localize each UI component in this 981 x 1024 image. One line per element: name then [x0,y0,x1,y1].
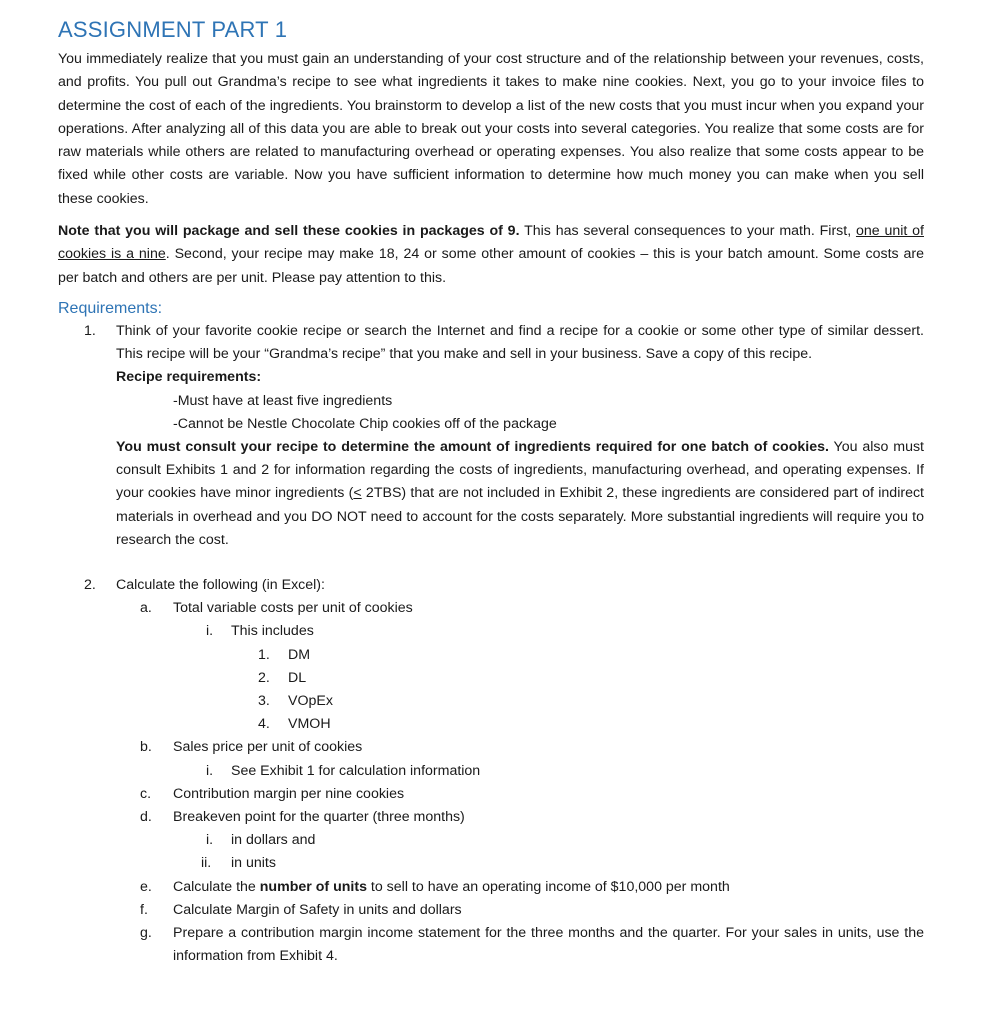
item-g [58,922,924,968]
item-d-text: Breakeven point for the quarter (three months) [173,809,465,826]
item-a-i-3 [58,690,924,713]
note-bold: Note that you will package and sell these cookies in packages of 9. [58,223,520,240]
item-b-i-marker: i. [206,762,214,779]
item-a-i-4-text: VMOH [288,716,331,733]
intro-paragraph: You immediately realize that you must gain an understanding of your cost structure and of the relationship between your revenues, costs, and profits. You pull out Grandma’s recipe to see what ingredients it takes to make nine cookies. Next, you go to your invoice files to determine the cost of each of the ingredients. You brainstorm to develop a list of the new costs that you must incur when you expand your operations. After analyzing all of this data you are able to break out your costs into several categories. You realize that some costs are for raw materials while others are related to manufacturing overhead or operating expenses. You also realize that some costs appear to be fixed while other costs are variable. Now you have sufficient information to determine how much money you can make when you sell these cookies. [58,51,924,207]
item-a-i-4-marker: 4. [258,716,270,733]
item-d-marker: d. [140,809,152,826]
note-text-1: This has several consequences to your math. First, [519,223,856,240]
item-a-i [58,620,924,643]
note-text-2: . Second, your recipe may make 18, 24 or some other amount of cookies – this is your batch amount. Some costs are per batch and others are per unit. Please pay attention to this. [58,246,925,286]
consult-text-2: 2TBS) that are not included in Exhibit 2, these ingredients are considered part of indirect materials in overhead and you DO NOT need to account for the costs separately. More substantial ingredients will require you to research the cost. [116,485,924,548]
item-a-i-3-text: VOpEx [288,693,333,710]
requirement-1-number: 1. [84,322,96,339]
item-a-i-1 [58,644,924,667]
page-title: ASSIGNMENT PART 1 [58,17,288,42]
item-b [58,736,924,759]
item-a-i-2 [58,667,924,690]
item-c [58,783,924,806]
item-b-i [58,760,924,783]
item-b-marker: b. [140,739,152,756]
consult-underlined: < [353,485,362,502]
consult-text-1: You also must consult Exhibits 1 and 2 for information regarding the costs of ingredients, manufacturing overhead, and operating expenses. If your cookies have minor ingredients ( [116,438,925,502]
item-a [58,597,924,620]
item-a-i-1-text: DM [288,646,311,663]
item-a-i-2-text: DL [288,669,307,686]
item-d-ii-marker: ii. [201,855,212,872]
item-f [58,899,924,922]
item-a-i-marker: i. [206,623,214,640]
item-a-i-4 [58,713,924,736]
consult-bold: You must consult your recipe to determine the amount of ingredients required for one batch of cookies. [116,438,829,455]
requirement-2-number: 2. [84,577,96,593]
item-a-i-2-marker: 2. [258,669,270,686]
item-g-text: Prepare a contribution margin income statement for the three months and the quarter. For your sales in units, use the information from Exhibit 4. [173,925,924,965]
recipe-requirement-2: -Cannot be Nestle Chocolate Chip cookies off of the package [173,415,557,432]
requirements-heading: Requirements: [58,299,163,317]
item-d-ii-text: in units [231,855,276,872]
item-d-i-marker: i. [206,832,214,849]
requirement-1-text: Think of your favorite cookie recipe or search the Internet and find a recipe for a cookie or some other type of similar dessert. This recipe will be your “Grandma’s recipe” that you make and sell in your business. Save a copy of this recipe. [116,322,924,363]
recipe-requirement-1: -Must have at least five ingredients [173,392,393,409]
requirement-1 [58,320,924,552]
item-c-marker: c. [140,785,152,802]
item-d-ii [58,852,924,875]
document-page [58,16,924,968]
note-underlined: one unit of cookies is a nine [58,223,924,263]
item-f-marker: f. [140,901,148,918]
requirements-section [58,298,924,968]
item-e [58,876,924,899]
item-a-i-3-marker: 3. [258,693,270,710]
item-a-marker: a. [140,600,152,617]
item-g-marker: g. [140,925,152,942]
item-a-text: Total variable costs per unit of cookies [173,600,413,617]
item-a-i-text: This includes [231,623,314,640]
recipe-requirements-label: Recipe requirements: [116,369,262,386]
item-b-text: Sales price per unit of cookies [173,739,363,756]
item-d [58,806,924,829]
consult-paragraph [116,436,924,552]
note-paragraph [58,220,924,290]
item-d-i [58,829,924,852]
item-c-text: Contribution margin per nine cookies [173,785,405,802]
item-f-text: Calculate Margin of Safety in units and dollars [173,901,462,918]
item-b-i-text: See Exhibit 1 for calculation information [231,762,481,779]
item-e-marker: e. [140,878,152,895]
requirement-2 [58,574,924,597]
item-d-i-text: in dollars and [231,832,316,849]
item-a-i-1-marker: 1. [258,646,270,663]
item-e-text: Calculate the number of units to sell to have an operating income of $10,000 per month [173,878,730,895]
requirement-2-text: Calculate the following (in Excel): [116,577,325,593]
